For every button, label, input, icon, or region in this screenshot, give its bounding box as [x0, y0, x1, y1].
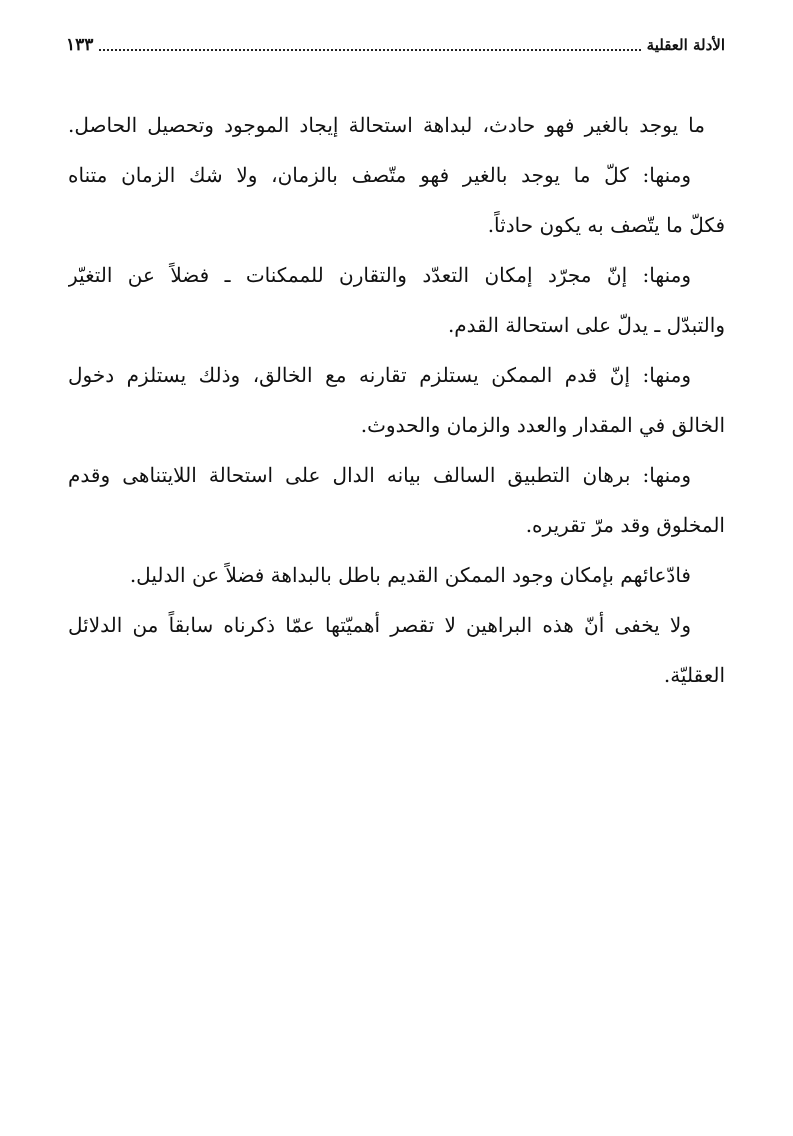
text-line: ومنها: إنّ قدم الممكن يستلزم تقارنه مع الخالق، وذلك يستلزم دخول — [68, 363, 691, 387]
header-dotted-leader — [99, 49, 640, 51]
text-line: ومنها: إنّ مجرّد إمكان التعدّد والتقارن للممكنات ـ فضلاً عن التغيّر — [68, 263, 691, 287]
running-title: الأدلة العقلية — [646, 36, 725, 54]
text-line: والتبدّل ـ يدلّ على استحالة القدم. — [447, 313, 725, 337]
text-line: فكلّ ما يتّصف به يكون حادثاً. — [487, 213, 725, 237]
running-header — [66, 30, 725, 60]
page-number: ١٣٣ — [66, 35, 94, 55]
text-line: العقليّة. — [663, 663, 725, 687]
text-line: ولا يخفى أنّ هذه البراهين لا تقصر أهميّتها عمّا ذكرناه سابقاً من الدلائل — [68, 613, 691, 637]
page-body — [68, 100, 725, 700]
text-line: ومنها: كلّ ما يوجد بالغير فهو متّصف بالزمان، ولا شك الزمان متناه — [68, 163, 692, 187]
text-line: ما يوجد بالغير فهو حادث، لبداهة استحالة إيجاد الموجود وتحصيل الحاصل. — [68, 113, 705, 137]
text-line: فادّعائهم بإمكان وجود الممكن القديم باطل بالبداهة فضلاً عن الدليل. — [129, 563, 691, 587]
text-line: ومنها: برهان التطبيق السالف بيانه الدال على استحالة اللايتناهى وقدم — [68, 463, 691, 487]
text-line: المخلوق وقد مرّ تقريره. — [525, 513, 725, 537]
text-line: الخالق في المقدار والعدد والزمان والحدوث. — [360, 413, 725, 437]
